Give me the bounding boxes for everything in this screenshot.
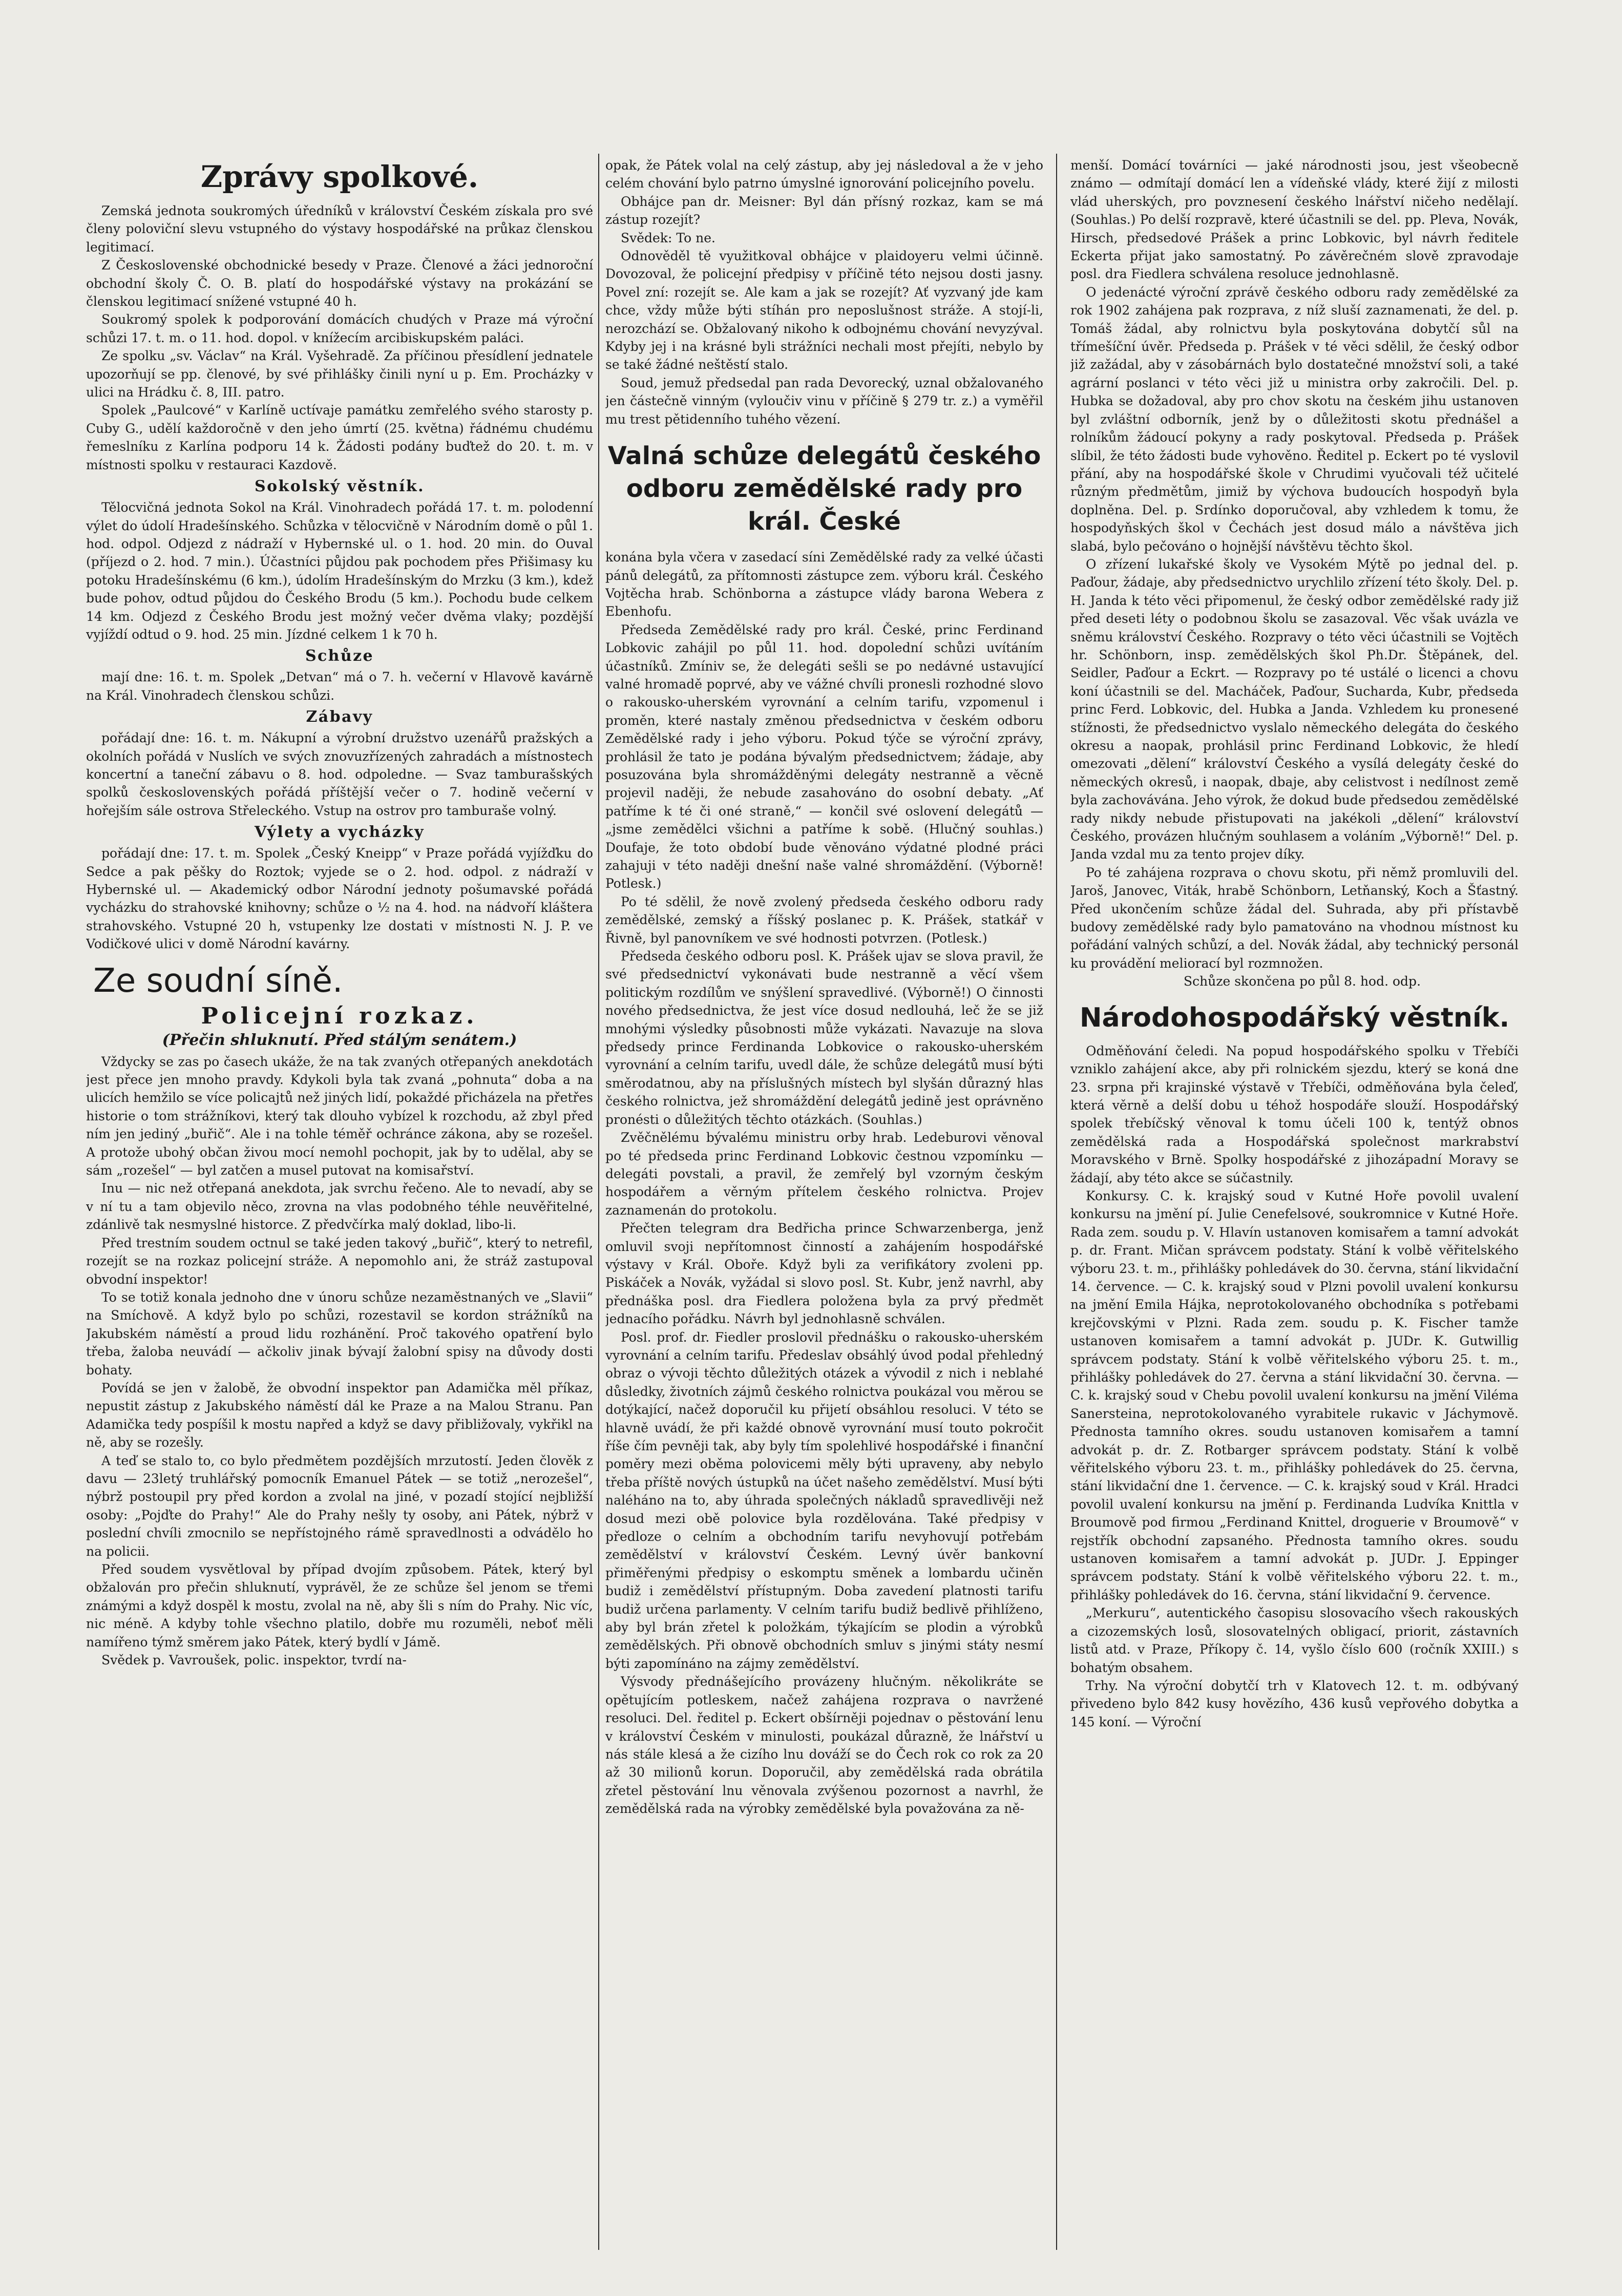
article-tagline: (Přečin shluknutí. Před stálým senátem.) xyxy=(162,1031,517,1049)
column-1 xyxy=(86,154,593,2250)
section-heading-ze-soudni-sine: Ze soudní síně. xyxy=(93,962,343,1000)
article-paragraph: O zřízení lukařské školy ve Vysokém Mýtě po jednal del. p. Paďour, žádaje, aby předsednictvo urychlilo zřízení této školy. Del. p. H. Janda k této věci připomenul, že český odbor zemědělské rady již před deseti léty o podobnou školu se zasazoval. Věc však uvázla ve sněmu království Českého. Rozpravy o této věci účastnili se Vojtěch hr. Schönborn, insp. zemědělských škol Ph.Dr. Štěpánek, del. Seidler, Paďour a Eckrt. — Rozpravy po té ustálé o licenci a chovu koní účastnili se del. Macháček, Paďour, Sucharda, Kubr, předseda princ Ferd. Lobkovic, del. Hubka a Janda. Vzhledem ku pronesené stížnosti, že předsednictvo vyslalo německého delegáta do českého okresu a naopak, prohlásil princ Ferdinand Lobkovic, že hledí omezovati „dělení“ království Českého a vysílá delegáty české do německých okresů, i naopak, dbaje, aby celistvost i nedílnost země byla zachovávána. Jeho výrok, že dokud bude předsedou zemědělské rady nikdy nebude přistupovati na jakékoli „dělení“ království Českého, provázen hlučným souhlasem a voláním „Výborně!“ Del. p. Janda vzdal mu za tento projev díky. xyxy=(1070,556,1519,862)
article-paragraph: Inu — nic než otřepaná anekdota, jak svrchu řečeno. Ale to nevadí, aby se v ní tu a tam objevilo něco, zrovna na vlas podobného téhle neuvěřitelné, zdánlivě tak nesmyslné historce. Z předvčírka malý doklad, libo-li. xyxy=(86,1181,593,1233)
article-title-policejni-rozkaz: Policejní rozkaz. xyxy=(201,1003,478,1029)
article-paragraph: opak, že Pátek volal na celý zástup, aby jej následoval a že v jeho celém chování bylo patrno úmyslné ignorování policejního povelu. xyxy=(605,158,1043,191)
article-paragraph: Obhájce pan dr. Meisner: Byl dán přísný rozkaz, kam se má zástup rozejít? xyxy=(605,194,1043,227)
article-paragraph: Po té zahájena rozprava o chovu skotu, při němž promluvili del. Jaroš, Janovec, Viták, hrabě Schönborn, Letňanský, Koch a Šťastný. Před ukončením schůze žádal del. Suhrada, aby při přístavbě budovy zemědělské rady bylo pamatováno na vhodnou místnost ku pořádání valných schůzí, a del. Novák žádal, aby technický personál ku provádění meliorací byl rozmnožen. xyxy=(1070,865,1519,971)
article-paragraph: To se totiž konala jednoho dne v únoru schůze nezaměstnaných ve „Slavii“ na Smíchově. A když bylo po schůzi, rozestavil se kordon strážníků na Jakubském náměstí a proud lidu rozhánění. Proč takového opatření bylo třeba, žaloba neuvádí — ačkoliv jinak bývají žalobní spisy na důvody dosti bohaty. xyxy=(86,1289,593,1377)
article-paragraph: Odnověděl tě využitkoval obhájce v plaidoyeru velmi účinně. Dovozoval, že policejní předpisy v příčině této nejsou dosti jasny. Povel zní: rozejít se. Ale kam a jak se rozejít? Ať vyzvaný jde kam chce, vždy může býti stíhán pro neposlušnost stráže. A stojí-li, nerozchází se. Obžalovaný nikoho k odbojnému chování nevyzýval. Kdyby jej i na krásné byli strážníci nechali most přejíti, nebylo by se také žádné neštěstí stalo. xyxy=(605,248,1043,372)
section-heading-zpravy-spolkove: Zprávy spolkové. xyxy=(200,159,479,194)
article-paragraph: Zvěčnělému bývalému ministru orby hrab. Ledeburovi věnoval po té předseda princ Ferdinand Lobkovic čestnou vzpomínku — delegáti povstali, a pravil, že zemřelý byl vzorným českým hospodářem a věrným přítelem českého rolnictva. Projev zaznamenán do protokolu. xyxy=(605,1130,1043,1218)
article-paragraph: mají dne: 16. t. m. Spolek „Detvan“ má o 7. h. večerní v Hlavově kavárně na Král. Vinohradech členskou schůzi. xyxy=(86,670,593,703)
article-paragraph: Zemská jednota soukromých úředníků v království Českém získala pro své členy poloviční slevu vstupného do výstavy hospodářské na průkaz členskou legitimací. xyxy=(86,203,593,255)
section-heading-narodohospodarsky-vestnik: Národohospodářský věstník. xyxy=(1080,1002,1510,1033)
article-paragraph: menší. Domácí továrníci — jaké národnosti jsou, jest všeobecně známo — odmítají domácí len a vídeňské vlády, které žijí z milosti vlád uherských, pro povznesení českého lnářství ničeho nedělají. (Souhlas.) Po delší rozpravě, které účastnili se del. pp. Pleva, Novák, Hirsch, předsedové Prášek a princ Lobkovic, byl návrh ředitele Eckerta přijat jako samostatný. Po závěrečném slově zpravodaje posl. dra Fiedlera schválena resoluce jednohlasně. xyxy=(1070,158,1519,282)
article-paragraph: Po té sdělil, že nově zvolený předseda českého odboru rady zemědělské, zemský a říšský poslanec p. K. Prášek, statkář v Řivně, byl panovníkem ve své hodnosti potvrzen. (Potlesk.) xyxy=(605,894,1043,946)
article-paragraph: Před soudem vysvětloval by případ dvojím způsobem. Pátek, který byl obžalován pro přečin shluknutí, vyprávěl, že ze schůze šel jenom se třemi známými a když dospěl k mostu, zvolal na ně, aby šli s ním do Prahy. Nic víc, nic méně. A kdyby tohle všechno platilo, dobře mu rozuměli, neboť měli namířeno týmž směrem jako Pátek, který bydlí v Jámě. xyxy=(86,1562,593,1650)
article-paragraph: Před trestním soudem octnul se také jeden takový „buřič“, který to netrefil, rozejít se na rozkaz policejní stráže. A nepomohlo ani, že stráž zastupoval obvodní inspektor! xyxy=(86,1235,593,1287)
article-paragraph: Předseda Zemědělské rady pro král. České, princ Ferdinand Lobkovic zahájil po půl 11. hod. dopolední schůzi uvítáním účastníků. Zmíniv se, že delegáti sešli se po nedávné ustavující valné hromadě poprvé, aby ve vážné chvíli pronesli rozhodné slovo o rakousko-uherském vyrovnání a celním tarifu, vzpomenul i proměn, které nastaly změnou předsednictva v českém odboru Zemědělské rady i jeho výboru. Pokud týče se výroční zprávy, prohlásil že tato je podána bývalým předsednictvem; žádaje, aby posuzována byla shromážděnými delegáty nestranně a věcně projevil naději, že nebude zasahováno do osobní debaty. „Ať patříme k té či oné straně,“ — končil své oslovení delegátů — „jsme zemědělci všichni a patříme k sobě. (Hlučný souhlas.) Doufaje, že toto období bude věnováno výdatné plodné práci zahajuji v této naději dnešní naše valné shromáždění. (Výborně! Potlesk.) xyxy=(605,622,1043,891)
article-paragraph: Odměňování čeledi. Na popud hospodářského spolku v Třebíči vzniklo zahájení akce, aby při rolnickém sjezdu, který se koná dne 23. srpna při krajinské výstavě v Třebíči, odměňována byla čeleď, která věrně a delší dobu u téhož hospodáře slouží. Hospodářský spolek třebíčský věnoval k tomu účeli 100 k, tentýž obnos zemědělská rada a Hospodářská společnost markrabství Moravského v Brně. Spolky hospodářské z jihozápadní Moravy se žádají, aby této akce se súčastnily. xyxy=(1070,1043,1519,1185)
article-paragraph: Povídá se jen v žalobě, že obvodní inspektor pan Adamička měl příkaz, nepustit zástup z Jakubského náměstí dál ke Praze a na Malou Stranu. Pan Adamička tedy pospíšil k mostu napřed a když se davy přibližovaly, vykřikl na ně, aby se rozešly. xyxy=(86,1380,593,1450)
article-paragraph: Schůze skončena po půl 8. hod. odp. xyxy=(1183,974,1421,989)
article-paragraph: Trhy. Na výroční dobytčí trh v Klatovech 12. t. m. odbývaný přivedeno bylo 842 kusy hovězího, 436 kusů vepřového dobytka a 145 koní. — Výroční xyxy=(1070,1678,1519,1729)
article-paragraph: O jedenácté výroční zprávě českého odboru rady zemědělské za rok 1902 zahájena pak rozprava, z níž sluší zaznamenati, že del. p. Tomáš žádal, aby rolnictvu byla poskytována dobytčí sůl na třímešíční úvěr. Předseda p. Prášek v té věci sdělil, že český odbor již zažádal, aby v zásobárnách bylo dostatečné množství soli, a také agrární poslanci v této věci již u ministra orby zakročili. Del. p. Hubka se dožadoval, aby pro chov skotu na českém jihu ustanoven byl zvláštní odborník, jenž by o důležitosti skotu přednášel a rolníkům žádoucí pokyny a rady poskytoval. Předseda p. Prášek slíbil, že této žádosti bude vyhověno. Ředitel p. Eckert po té vyslovil přání, aby na hospodářské škole v Chrudimi vyučovali též učitelé různým předmětům, jimiž by výchova budoucích hospodyň byla doplněna. Del. p. Srdínko doporučoval, aby vzhledem k tomu, že hospodyňských škol v Čechách jest dosud málo a návštěva jich slabá, bylo pečováno o hojnější návštěvu těchto škol. xyxy=(1070,284,1519,554)
article-paragraph: Svědek: To ne. xyxy=(621,230,715,245)
article-paragraph: A teď se stalo to, co bylo předmětem pozdějších mrzutostí. Jeden člověk z davu — 23letý truhlářský pomocník Emanuel Pátek — se totiž „nerozešel“, nýbrž postoupil pry před kordon a zvolal na jiné, v pozadí stojící nejbližší osoby: „Pojďte do Prahy!“ Ale do Prahy nešly ty osoby, ani Pátek, nýbrž v poslední chvíli zmocnilo se nepřístojného rámě spravedlnosti a odvádělo ho na policii. xyxy=(86,1453,593,1559)
article-paragraph: Soud, jemuž předsedal pan rada Devorecký, uznal obžalovaného jen částečně vinným (vyloučiv vinu v příčině § 279 tr. z.) a vyměřil mu trest pětidenního tuhého vězení. xyxy=(605,375,1043,427)
article-paragraph: Ze spolku „sv. Václav“ na Král. Vyšehradě. Za příčinou přesídlení jednatele upozorňují se pp. členové, by své přihlášky činili nyní u p. Em. Procházky v ulici na Hrádku č. 8, III. patro. xyxy=(86,348,593,400)
article-paragraph: Konkursy. C. k. krajský soud v Kutné Hoře povolil uvalení konkursu na jmění pí. Julie Cenefelsové, soukromnice v Kutné Hoře. Rada zem. soudu p. V. Hlavín ustanoven komisařem a tamní advokát p. dr. Frant. Mičan správcem podstaty. Stání k volbě věřitelského výboru 23. t. m., přihlášky pohledávek do 30. června, stání likvidační 14. července. — C. k. krajský soud v Plzni povolil uvalení konkursu na jmění Emila Hájka, neprotokolovaného obchodníka s potřebami krejčovskými v Plzni. Rada zem. soudu p. K. Fischer tamže ustanoven komisařem a tamní advokát p. JUDr. K. Gutwillig správcem podstaty. Stání k volbě věřitelského výboru 25. t. m., přihlášky pohledávek do 27. června a stání likvidační 30. června. — C. k. krajský soud v Chebu povolil uvalení konkursu na jmění Viléma Sanersteina, neprotokolovaného vyrabitele rukavic v Jáchymově. Přednosta tamního okres. soudu ustanoven komisařem a tamní advokát p. dr. Z. Rotbarger správcem podstaty. Stání k volbě věřitelského výboru 23. t. m., přihlášky pohledávek do 25. června, stání likvidační dne 1. července. — C. k. krajský soud v Král. Hradci povolil uvalení konkursu na jmění p. Ferdinanda Ludvíka Knittla v Broumově pod firmou „Ferdinand Knittel, droguerie v Broumově“ v rejstřík obchodní zapsaného. Přednosta tamního okres. soudu ustanoven komisařem a tamní advokát p. JUDr. J. Eppinger správcem podstaty. Stání k volbě věřitelského výboru 22. t. m., přihlášky pohledávek do 16. června, stání likvidační 9. července. xyxy=(1070,1188,1519,1602)
article-paragraph: Spolek „Paulcové“ v Karlíně uctívaje památku zemřelého svého starosty p. Cuby G., udělí každoročně v den jeho úmrtí (25. května) řádnému chudému řemeslníku z Karlína podporu 14 k. Žádosti podány buďtež do 20. t. m. v místnosti spolku v restauraci Kazdově. xyxy=(86,403,593,472)
article-paragraph: Z Československé obchodnické besedy v Praze. Členové a žáci jednoroční obchodní školy Č. O. B. platí do hospodářské výstavy na prokázání se členskou legitimací snížené vstupné 40 h. xyxy=(86,258,593,309)
article-paragraph: pořádají dne: 17. t. m. Spolek „Český Kneipp“ v Praze pořádá vyjížďku do Sedce a pak pěšky do Roztok; vyjede se o 2. hod. odpol. z nádraží v Hybernské ul. — Akademický odbor Národní jednoty pošumavské pořádá vycházku do strahovské knihovny; schůze o ½ na 4. hod. na nádvoří kláštera strahovského. Vstupné 20 h, vstupenky lze dostati v místnosti N. J. P. ve Vodičkové ulici v domě Národní kavárny. xyxy=(86,846,593,952)
section-heading-valna-schuze: Valná schůze delegátů českého odboru zemědělské rady pro král. České xyxy=(607,442,1041,536)
subheading-sokolsky-vestnik: Sokolský věstník. xyxy=(255,477,425,496)
article-paragraph: „Merkuru“, autentického časopisu slosovacího všech rakouských a cizozemských losů, slosovatelných obligací, priorit, zástavních listů atd. v Praze, Příkopy č. 14, vyšlo číslo 600 (ročník XXIII.) s bohatým obsahem. xyxy=(1070,1605,1519,1675)
column-2 xyxy=(605,156,1043,2250)
article-paragraph: konána byla včera v zasedací síni Zemědělské rady za velké účasti pánů delegátů, za přítomnosti zástupce zem. výboru král. Českého Vojtěcha hrab. Schönborna a zástupce vlády barona Webera z Ebenhofu. xyxy=(605,550,1043,619)
column-3 xyxy=(1070,156,1519,2250)
subheading-schuze: Schůze xyxy=(305,647,374,665)
column-divider xyxy=(598,154,599,2250)
article-paragraph: Výsvody přednášejícího provázeny hlučným. několikráte se opětujícím potleskem, načež zahájena rozprava o navržené resoluci. Del. ředitel p. Eckert obšírněji pojednav o pěstování lenu v království Českém v minulosti, poukázal důrazně, že lnářství u nás stále klesá a že cizího lnu dováží se do Čech rok co rok za 20 až 30 milionů korun. Doporučil, aby zemědělská rada obrátila zřetel pěstování lnu věnovala zvýšenou pozornost a navrhl, že zemědělská rada na výrobky zemědělské byla považována za ně- xyxy=(605,1674,1043,1817)
article-paragraph: Soukromý spolek k podporování domácích chudých v Praze má výroční schůzi 17. t. m. o 11. hod. dopol. v knížecím arcibiskupském paláci. xyxy=(86,312,593,345)
article-paragraph: Posl. prof. dr. Fiedler proslovil přednášku o rakousko-uherském vyrovnání a celním tarifu. Předeslav obsáhlý úvod podal přehledný obraz o vývoji těchto důležitých otázek a vývodil z nich i neblahé důsledky, životních zájmů českého rolnictva poukázal vou měrou se dotýkající, načež doporučil ku přijetí obsáhlou resoluci. V této se hlavně uvádí, že při každé obnově vyrovnání musí touto pokročit říše čím pevněji tak, aby byly tím spolehlivé hospodářské i finanční poměry mezi oběma polovicemi měly býti upraveny, aby nebylo třeba příště nových ústupků na účet našeho zemědělství. Musí býti naléháno na to, aby úhrada společných nákladů spravedlivěji než dosud mezi obě polovice byla rozdělována. Také předpisy v předloze o celním a obchodním tarifu nevyhovují potřebám zemědělství v království Českém. Levný úvěr bankovní přiměřenými předpisy o eskomptu směnek a lombardu učiněn budiž i zemědělství přístupným. Doba zavedení platnosti tarifu budiž určena parlamenty. V celním tarifu budiž bedlivě přihlíženo, aby byl brán zřetel k položkám, týkajícím se plodin a výrobků zemědělských. Při obnově obchodních smluv s jinými státy nesmí býti zapomínáno na zájmy zemědělství. xyxy=(605,1329,1043,1671)
article-paragraph: Svědek p. Vavroušek, polic. inspektor, tvrdí na- xyxy=(101,1653,407,1668)
subheading-zabavy: Zábavy xyxy=(306,708,373,726)
article-paragraph: Vždycky se zas po časech ukáže, že na tak zvaných otřepaných anekdotách jest přece jen mnoho pravdy. Kdykoli byla tak zvaná „pohnuta“ doba a na ulicích hemžilo se více policajtů než jiných lidí, pokaždé přicházela na přetřes historie o tom strážníkovi, který tak dlouho vybízel k rozchodu, až zbyl před ním jen jediný „buřič“. Ale i na tohle téměř ochránce zákona, aby se rozešel. A protože ubohý občan živou mocí nemohl pochopit, jak by to udělal, aby se sám „rozešel“ — byl zatčen a musel putovat na komisařství. xyxy=(86,1054,593,1178)
column-divider xyxy=(1056,154,1057,2250)
subheading-vylety: Výlety a vycházky xyxy=(254,823,425,842)
article-paragraph: Tělocvičná jednota Sokol na Král. Vinohradech pořádá 17. t. m. polodenní výlet do údolí Hradešínského. Schůzka v tělocvičně v Národním domě o půl 1. hod. odpol. Odjezd z nádraží v Hybernské ul. o 1. hod. 20 min. do Ouval (příjezd o 2. hod. 7 min.). Účastníci půjdou pak pochodem přes Přišimasy ku potoku Hradešínskému (6 km.), údolím Hradešínským do Mrzku (3 km.), kdež bude pohov, odtud půjdou do Českého Brodu (5 km.). Pochodu bude celkem 14 km. Odjezd z Českého Brodu jest možný večer dvěma vlaky; pozdější vyjíždí odtud o 9. hod. 25 min. Jízdné celkem 1 k 70 h. xyxy=(86,500,593,642)
article-paragraph: pořádají dne: 16. t. m. Nákupní a výrobní družstvo uzenářů pražských a okolních pořádá v Nuslích ve svých znovuzřízených zahradách a místnostech koncertní a taneční zábavu o 8. hod. odpoledne. — Svaz tamburašských spolků československých pořádá příštější večer o 7. hodině večerní v hořejším sále ostrova Střeleckého. Vstup na ostrov pro tamburaše volný. xyxy=(86,730,593,818)
article-paragraph: Přečten telegram dra Bedřicha prince Schwarzenberga, jenž omluvil svoji nepřítomnost činností a zahájením hospodářské výstavy v Král. Oboře. Když byli za verifikátory zvoleni pp. Piskáček a Novák, vyžádal si slovo posl. St. Kubr, jenž navrhl, aby přednáška posl. dra Fiedlera položena byla za prvý předmět jednacího pořádku. Návrh byl jednohlasně schválen. xyxy=(605,1221,1043,1327)
article-paragraph: Předseda českého odboru posl. K. Prášek ujav se slova pravil, že své předsednictví vykonávati bude nestranně a věcí všem politickým rozdílům ve snýšlení spravedlivé. (Výborně!) O činnosti nového předsednictva, že jest více dosud nedlouhá, leč že se již mnohými výsledky působnosti může vykázati. Navazuje na slova předsedy prince Ferdinanda Lobkovice o rakousko-uherském vyrovnání a celním tarifu, uvedl dále, že schůze delegátů musí býti směrodatnou, aby na příslušných místech byl slyšán důrazný hlas českého rolnictva, jež shromáždění delegátů jedině jest oprávněno pronésti o důležitých těchto otázkách. (Souhlas.) xyxy=(605,949,1043,1127)
